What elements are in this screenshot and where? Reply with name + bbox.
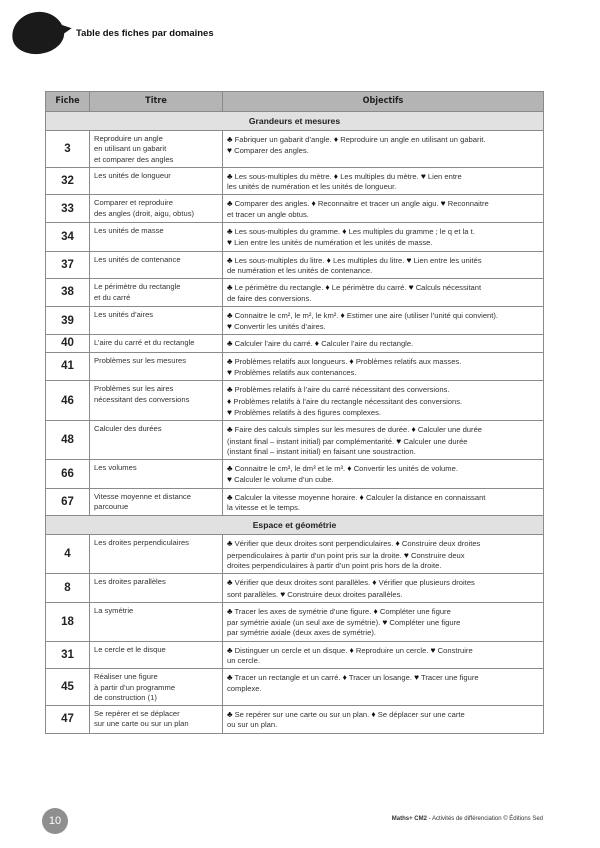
fiche-objectives xyxy=(223,306,544,335)
fiche-title xyxy=(90,381,223,421)
fiche-number: 18 xyxy=(46,602,90,641)
table-row xyxy=(46,535,544,574)
objective-text: Vérifier que deux droites sont perpendiculaires. xyxy=(232,539,396,549)
title-line: L’aire du carré et du rectangle xyxy=(94,338,195,348)
diamond-icon: ♦ xyxy=(373,605,378,616)
section-title: Espace et géométrie xyxy=(46,516,544,535)
heart-icon: ♥ xyxy=(414,672,420,683)
objective-text: (instant final – instant initial) en faisant une soustraction. xyxy=(227,446,416,456)
objective-text: Lien entre les unités de numération et les unités de masse. xyxy=(231,238,433,248)
objective-text: Vérifier que plusieurs droites xyxy=(376,578,475,588)
header-fiche: Fiche xyxy=(46,92,90,112)
club-icon: ♣ xyxy=(227,577,233,588)
club-icon: ♣ xyxy=(227,491,233,502)
objective-text: Calculer une durée xyxy=(401,436,468,446)
club-icon: ♣ xyxy=(227,309,233,320)
club-icon: ♣ xyxy=(227,463,233,474)
heart-icon: ♥ xyxy=(227,237,232,248)
title-line: Réaliser une figure xyxy=(94,672,158,682)
fiche-title xyxy=(90,306,223,335)
fiche-title xyxy=(90,195,223,223)
diamond-icon: ♦ xyxy=(372,577,377,588)
table-row xyxy=(46,335,544,352)
title-line: de construction (1) xyxy=(94,692,157,702)
objective-text: (instant final – instant initial) par complémentarité. xyxy=(227,436,397,446)
diamond-icon: ♦ xyxy=(359,491,364,502)
objective-text: Connaitre le cm³, le dm³ et le m³. xyxy=(232,464,348,474)
fiche-objectives xyxy=(223,223,544,252)
title-line: sur une carte ou sur un plan xyxy=(94,719,189,729)
objective-text: Les multiples du gramme ; le q et la t. xyxy=(346,227,475,237)
title-line: et comparer des angles xyxy=(94,154,174,164)
objective-text: Calculer l’aire du rectangle. xyxy=(319,339,414,349)
fiche-number: 4 xyxy=(46,535,90,574)
footer-book: Maths+ CM2 xyxy=(391,816,427,822)
diamond-icon: ♦ xyxy=(342,226,347,237)
header-objectifs: Objectifs xyxy=(223,92,544,112)
diamond-icon: ♦ xyxy=(347,463,352,474)
table-row xyxy=(46,421,544,460)
title-line: Calculer des durées xyxy=(94,424,162,434)
objective-text: Lien entre les unités xyxy=(411,255,482,265)
title-line: et du carré xyxy=(94,292,131,302)
objective-text: Problèmes relatifs aux contenances. xyxy=(231,368,357,378)
club-icon: ♣ xyxy=(227,170,233,181)
title-line: Les unités d’aires xyxy=(94,309,154,319)
title-line: Les volumes xyxy=(94,463,137,473)
fiche-number: 8 xyxy=(46,574,90,603)
objective-text: Construire xyxy=(435,645,473,655)
title-line: parcourue xyxy=(94,502,129,512)
objective-text: Problèmes relatifs aux masses. xyxy=(353,356,462,366)
club-icon: ♣ xyxy=(227,672,233,683)
objective-text: Calculs nécessitant xyxy=(413,283,482,293)
heart-icon: ♥ xyxy=(396,435,402,446)
domains-table xyxy=(45,91,544,734)
table-row xyxy=(46,195,544,223)
header-decoration xyxy=(9,9,66,58)
objective-text: perpendiculaires à partir d’un point pris sur la droite. xyxy=(227,550,404,560)
objective-text: Tracer une figure xyxy=(419,673,479,683)
objective-text: Problèmes relatifs à l’aire du rectangle nécessitant des conversions. xyxy=(231,396,463,406)
fiche-objectives xyxy=(223,706,544,734)
fiche-number: 37 xyxy=(46,251,90,279)
fiche-title xyxy=(90,602,223,641)
club-icon: ♣ xyxy=(227,226,233,237)
fiche-title xyxy=(90,488,223,516)
club-icon: ♣ xyxy=(227,355,233,366)
objective-text: Construire deux droites parallèles. xyxy=(285,589,403,599)
table-row xyxy=(46,352,544,381)
table-body xyxy=(46,112,544,734)
heart-icon: ♥ xyxy=(382,617,388,628)
objective-text: les unités de numération et les unités de longueur. xyxy=(227,182,397,192)
table-row xyxy=(46,488,544,516)
title-line: Problèmes sur les mesures xyxy=(94,355,187,365)
fiche-title xyxy=(90,131,223,168)
fiche-objectives xyxy=(223,641,544,669)
objective-text: Le périmètre du carré. xyxy=(329,283,409,293)
fiche-title xyxy=(90,706,223,734)
club-icon: ♣ xyxy=(227,709,233,720)
objective-text: Calculer la vitesse moyenne horaire. xyxy=(232,492,360,502)
heart-icon: ♥ xyxy=(227,406,232,417)
table-row xyxy=(46,167,544,195)
diamond-icon: ♦ xyxy=(342,672,347,683)
title-line: Les droites perpendiculaires xyxy=(94,538,189,548)
title-line: Reproduire un angle xyxy=(94,134,163,143)
fiche-objectives xyxy=(223,251,544,279)
diamond-icon: ♦ xyxy=(411,424,416,435)
fiche-objectives xyxy=(223,488,544,516)
title-line: Vitesse moyenne et distance xyxy=(94,491,191,501)
objective-text: Les sous-multiples du gramme. xyxy=(232,227,343,237)
diamond-icon: ♦ xyxy=(371,709,376,720)
objective-text: Calculer une durée xyxy=(415,425,483,435)
diamond-icon: ♦ xyxy=(227,395,232,406)
fiche-title xyxy=(90,352,223,381)
objective-text: Tracer un rectangle et un carré. xyxy=(232,673,343,683)
fiche-number: 66 xyxy=(46,460,90,489)
objective-text: Estimer une aire (utiliser l’unité qui convient). xyxy=(344,310,499,320)
objective-text: Calculer le volume d’un cube. xyxy=(231,475,334,485)
table-row xyxy=(46,574,544,603)
objective-text: Les multiples du litre. xyxy=(330,255,407,265)
objective-text: Calculer l’aire du carré. xyxy=(232,339,315,349)
table-row xyxy=(46,131,544,168)
fiche-title xyxy=(90,421,223,460)
table-row xyxy=(46,641,544,669)
fiche-objectives xyxy=(223,421,544,460)
fiche-number: 38 xyxy=(46,279,90,307)
objective-text: Compléter une figure xyxy=(377,606,451,616)
diamond-icon: ♦ xyxy=(314,338,320,349)
heart-icon: ♥ xyxy=(403,549,409,560)
objective-text: Les sous-multiples du mètre. xyxy=(232,171,334,181)
objective-text: Fabriquer un gabarit d’angle. xyxy=(232,135,334,144)
objective-text: Le périmètre du rectangle. xyxy=(232,283,326,293)
fiche-number: 47 xyxy=(46,706,90,734)
fiche-objectives xyxy=(223,460,544,489)
objective-text: Les multiples du mètre. xyxy=(338,171,421,181)
fiche-number: 39 xyxy=(46,306,90,335)
objective-text: Problèmes relatifs à l’aire du carré nécessitant des conversions. xyxy=(232,385,450,395)
objective-text: Faire des calculs simples sur les mesures de durée. xyxy=(232,425,412,435)
heart-icon: ♥ xyxy=(408,282,414,293)
fiche-number: 45 xyxy=(46,669,90,706)
fiche-title xyxy=(90,574,223,603)
title-line: Les unités de longueur xyxy=(94,170,171,180)
fiche-title xyxy=(90,535,223,574)
objective-text: de numération et les unités de contenance. xyxy=(227,265,373,275)
heart-icon: ♥ xyxy=(227,145,232,156)
title-line: nécessitant des conversions xyxy=(94,394,190,404)
fiche-title xyxy=(90,251,223,279)
heart-icon: ♥ xyxy=(440,198,446,209)
club-icon: ♣ xyxy=(227,605,233,616)
diamond-icon: ♦ xyxy=(349,355,354,366)
objective-text: Calculer la distance en connaissant xyxy=(363,492,486,502)
heart-icon: ♥ xyxy=(227,474,232,485)
fiche-objectives xyxy=(223,602,544,641)
diamond-icon: ♦ xyxy=(349,644,354,655)
diamond-icon: ♦ xyxy=(325,282,330,293)
objective-text: Vérifier que deux droites sont parallèles. xyxy=(232,578,373,588)
fiche-objectives xyxy=(223,535,544,574)
table-header-row xyxy=(46,92,544,112)
fiche-number: 32 xyxy=(46,167,90,195)
objective-text: par symétrie axiale (un seul axe de symétrie). xyxy=(227,618,383,628)
section-row xyxy=(46,516,544,535)
objective-text: sont parallèles. xyxy=(227,589,281,599)
diamond-icon: ♦ xyxy=(326,254,331,265)
diamond-icon: ♦ xyxy=(340,309,345,320)
header-titre: Titre xyxy=(90,92,223,112)
objective-text: Connaitre le cm², le m², le km². xyxy=(232,310,341,320)
objective-text: Distinguer un cercle et un disque. xyxy=(232,645,350,655)
fiche-objectives xyxy=(223,574,544,603)
page-title: Table des fiches par domaines xyxy=(76,28,214,39)
table-row xyxy=(46,460,544,489)
objective-text: ou sur un plan. xyxy=(227,720,278,730)
objective-text: Comparer des angles. xyxy=(231,146,309,156)
fiche-number: 67 xyxy=(46,488,90,516)
objective-text: Construire deux droites xyxy=(399,539,481,549)
fiche-title xyxy=(90,460,223,489)
fiche-title xyxy=(90,335,223,352)
title-line: La symétrie xyxy=(94,605,134,615)
objective-text: de faire des conversions. xyxy=(227,293,312,303)
diamond-icon: ♦ xyxy=(333,134,339,144)
objective-text: Lien entre xyxy=(425,171,462,181)
objective-text: Les sous-multiples du litre. xyxy=(232,255,327,265)
section-row xyxy=(46,112,544,131)
club-icon: ♣ xyxy=(227,254,233,265)
table-row xyxy=(46,381,544,421)
objective-text: Convertir les unités d’aires. xyxy=(231,322,326,332)
table-row xyxy=(46,223,544,252)
objective-text: Problèmes relatifs aux longueurs. xyxy=(232,356,350,366)
club-icon: ♣ xyxy=(227,134,233,144)
heart-icon: ♥ xyxy=(280,588,286,599)
objective-text: droites perpendiculaires à partir d’un point pris hors de la droite. xyxy=(227,560,442,570)
objective-text: la vitesse et le temps. xyxy=(227,503,301,513)
objective-text: Reproduire un angle en utilisant un gabarit. xyxy=(338,135,486,144)
fiche-objectives xyxy=(223,195,544,223)
heart-icon: ♥ xyxy=(227,367,232,378)
fiche-title xyxy=(90,279,223,307)
table-row xyxy=(46,669,544,706)
title-line: Le périmètre du rectangle xyxy=(94,282,181,292)
fiche-number: 33 xyxy=(46,195,90,223)
footer-rest: - Activités de différenciation © Éditions Sed xyxy=(426,816,543,822)
fiche-objectives xyxy=(223,131,544,168)
title-line: en utilisant un gabarit xyxy=(94,144,167,154)
fiche-number: 40 xyxy=(46,335,90,352)
objective-text: Comparer des angles. xyxy=(232,199,312,209)
objective-text: un cercle. xyxy=(227,655,260,665)
title-line: Le cercle et le disque xyxy=(94,644,166,654)
section-title: Grandeurs et mesures xyxy=(46,112,544,131)
fiche-title xyxy=(90,669,223,706)
objective-text: par symétrie axiale (deux axes de symétrie). xyxy=(227,628,376,638)
club-icon: ♣ xyxy=(227,644,233,655)
objective-text: Reconnaitre et tracer un angle aigu. xyxy=(315,199,441,209)
objective-text: Reproduire un cercle. xyxy=(353,645,431,655)
diamond-icon: ♦ xyxy=(395,538,400,549)
objective-text: Tracer les axes de symétrie d’une figure. xyxy=(232,606,374,616)
fiche-objectives xyxy=(223,669,544,706)
objective-text: Se déplacer sur une carte xyxy=(375,710,465,720)
fiche-objectives xyxy=(223,352,544,381)
title-line: Les unités de contenance xyxy=(94,254,181,264)
table-row xyxy=(46,706,544,734)
title-line: Les droites parallèles xyxy=(94,577,166,587)
fiche-number: 46 xyxy=(46,381,90,421)
table-row xyxy=(46,602,544,641)
fiche-number: 31 xyxy=(46,641,90,669)
fiche-title xyxy=(90,641,223,669)
objective-text: Problèmes relatifs à des figures complexes. xyxy=(231,407,381,417)
fiche-objectives xyxy=(223,279,544,307)
objective-text: et tracer un angle obtus. xyxy=(227,209,309,219)
fiche-objectives xyxy=(223,335,544,352)
club-icon: ♣ xyxy=(227,198,233,209)
fiche-number: 3 xyxy=(46,131,90,168)
objective-text: complexe. xyxy=(227,683,262,693)
diamond-icon: ♦ xyxy=(311,198,316,209)
objective-text: Convertir les unités de volume. xyxy=(351,464,458,474)
objective-text: Compléter une figure xyxy=(387,618,461,628)
title-line: Comparer et reproduire xyxy=(94,198,173,208)
table-row xyxy=(46,251,544,279)
objective-text: Se repérer sur une carte ou sur un plan. xyxy=(232,710,372,720)
diamond-icon: ♦ xyxy=(333,170,339,181)
title-line: des angles (droit, aigu, obtus) xyxy=(94,208,195,218)
club-icon: ♣ xyxy=(227,338,233,349)
objective-text: Reconnaitre xyxy=(445,199,489,209)
fiche-number: 48 xyxy=(46,421,90,460)
title-line: Les unités de masse xyxy=(94,226,164,236)
heart-icon: ♥ xyxy=(420,170,426,181)
title-line: Problèmes sur les aires xyxy=(94,384,174,394)
table-row xyxy=(46,306,544,335)
fiche-number: 34 xyxy=(46,223,90,252)
footer-credit xyxy=(392,816,543,822)
fiche-objectives xyxy=(223,381,544,421)
table-row xyxy=(46,279,544,307)
heart-icon: ♥ xyxy=(406,254,412,265)
page-number: 10 xyxy=(42,808,68,834)
title-line: à partir d’un programme xyxy=(94,682,176,692)
club-icon: ♣ xyxy=(227,282,233,293)
fiche-title xyxy=(90,223,223,252)
club-icon: ♣ xyxy=(227,424,233,435)
fiche-title xyxy=(90,167,223,195)
fiche-number: 41 xyxy=(46,352,90,381)
title-line: Se repérer et se déplacer xyxy=(94,709,180,719)
club-icon: ♣ xyxy=(227,384,233,395)
objective-text: Construire deux xyxy=(408,550,465,560)
heart-icon: ♥ xyxy=(430,644,436,655)
club-icon: ♣ xyxy=(227,538,233,549)
fiche-objectives xyxy=(223,167,544,195)
objective-text: Tracer un losange. xyxy=(346,673,415,683)
heart-icon: ♥ xyxy=(227,321,232,332)
